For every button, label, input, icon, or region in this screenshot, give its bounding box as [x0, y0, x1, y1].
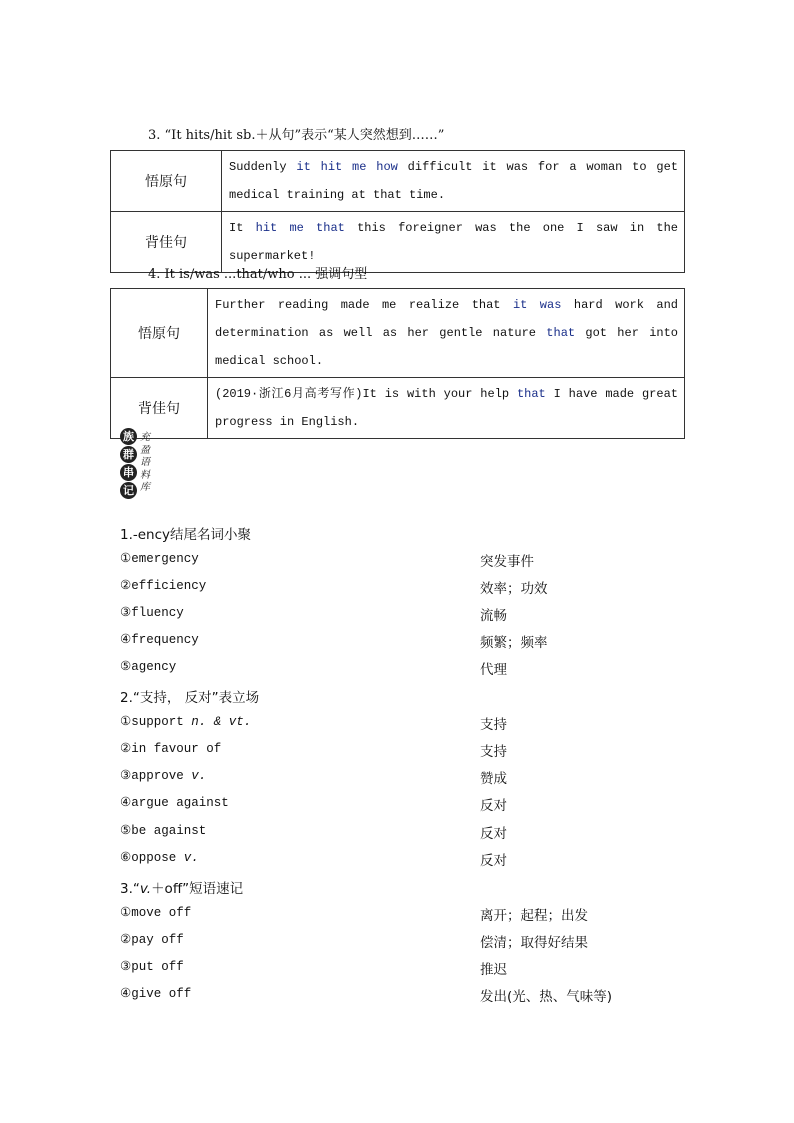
list-item: ②in favour of 支持: [120, 742, 507, 760]
section-4-table: [110, 288, 685, 439]
section-3-title: 3. “It hits/hit sb.＋从句”表示“某人突然想到……”: [148, 128, 445, 143]
badge-subtitle: 充 盈 语 料 库: [140, 432, 150, 493]
row-label: 悟原句: [111, 289, 208, 378]
list-item: ②efficiency 效率；功效: [120, 579, 548, 597]
list-item: ④argue against 反对: [120, 796, 507, 814]
list-item: ③fluency 流畅: [120, 606, 507, 624]
section-4-title: 4. It is/was ...that/who ... 强调句型: [148, 267, 368, 282]
list-item: ①emergency 突发事件: [120, 552, 534, 570]
badge-char: 记: [120, 482, 137, 499]
example-sentence: Suddenly it hit me how difficult it was for a woman to get medical training at that time.: [222, 151, 685, 212]
row-label: 背佳句: [111, 212, 222, 273]
list-item: ①move off 离开；起程；出发: [120, 906, 588, 924]
section-3-table: [110, 150, 685, 273]
group-3-title: 3.“v.＋off”短语速记: [120, 881, 244, 897]
section-badge: [120, 428, 142, 500]
group-1-title: 1.-ency结尾名词小聚: [120, 527, 252, 543]
list-item: ④frequency 频繁；频率: [120, 633, 548, 651]
list-item: ③approve v. 赞成: [120, 769, 507, 787]
row-label: 背佳句: [111, 378, 208, 439]
list-item: ⑤be against 反对: [120, 824, 507, 842]
list-item: ①support n. & vt. 支持: [120, 715, 507, 733]
list-item: ②pay off 偿清；取得好结果: [120, 933, 588, 951]
example-sentence: Further reading made me realize that it was hard work and determination as well as her gentle nature that got her into medical school.: [208, 289, 685, 378]
list-item: ③put off 推迟: [120, 960, 507, 978]
list-item: ④give off 发出(光、热、气味等): [120, 987, 613, 1005]
list-item: ⑤agency 代理: [120, 660, 507, 678]
list-item: ⑥oppose v. 反对: [120, 851, 507, 869]
group-2-title: 2.“支持， 反对”表立场: [120, 690, 260, 706]
example-sentence: (2019·浙江6月高考写作)It is with your help that I have made great progress in English.: [208, 378, 685, 439]
badge-char: 串: [120, 464, 137, 481]
example-sentence: It hit me that this foreigner was the one I saw in the supermarket!: [222, 212, 685, 273]
row-label: 悟原句: [111, 151, 222, 212]
badge-char: 族: [120, 428, 137, 445]
badge-char: 群: [120, 446, 137, 463]
